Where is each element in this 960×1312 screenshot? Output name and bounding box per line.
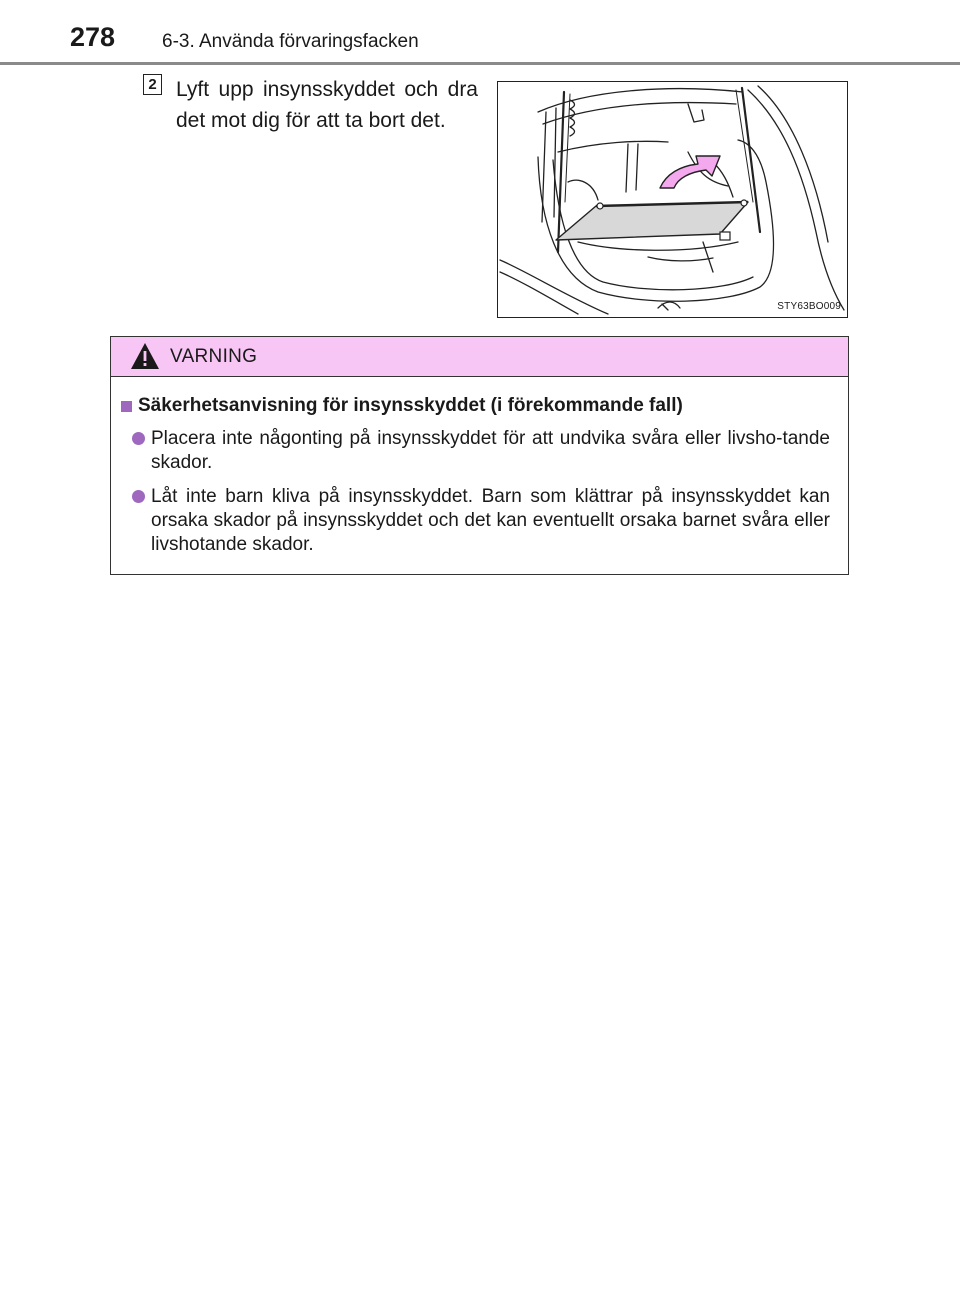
image-code: STY63BO009 <box>777 301 841 312</box>
warning-heading-text: Säkerhetsanvisning för insynsskyddet (i förekommande fall) <box>138 395 683 416</box>
lift-arrow-icon <box>660 156 720 188</box>
trunk-cover-illustration <box>497 81 848 318</box>
warning-item-text: Placera inte någonting på insynsskyddet för att undvika svåra eller livsho-tande skador. <box>151 428 830 473</box>
warning-body <box>111 377 848 557</box>
round-bullet-icon <box>132 490 145 503</box>
warning-title: VARNING <box>170 346 258 367</box>
warning-item <box>121 485 830 557</box>
page-number: 278 <box>70 22 116 52</box>
warning-header <box>111 337 848 377</box>
warning-item <box>121 427 830 475</box>
section-title: 6-3. Använda förvaringsfacken <box>162 31 419 52</box>
car-trunk-drawing <box>498 82 846 316</box>
warning-triangle-icon <box>130 342 160 375</box>
header-rule <box>0 62 960 65</box>
step-number-badge: 2 <box>143 74 162 95</box>
round-bullet-icon <box>132 432 145 445</box>
step-instruction: Lyft upp insynsskyddet och dra det mot dig för att ta bort det. <box>176 78 478 132</box>
square-bullet-icon <box>121 401 132 412</box>
warning-box <box>110 336 849 575</box>
warning-heading <box>121 395 830 417</box>
warning-item-text: Låt inte barn kliva på insynsskyddet. Barn som klättrar på insynsskyddet kan orsaka skador på insynsskyddet och det kan eventuellt orsaka barnet svåra eller livshotande skador. <box>151 486 830 555</box>
